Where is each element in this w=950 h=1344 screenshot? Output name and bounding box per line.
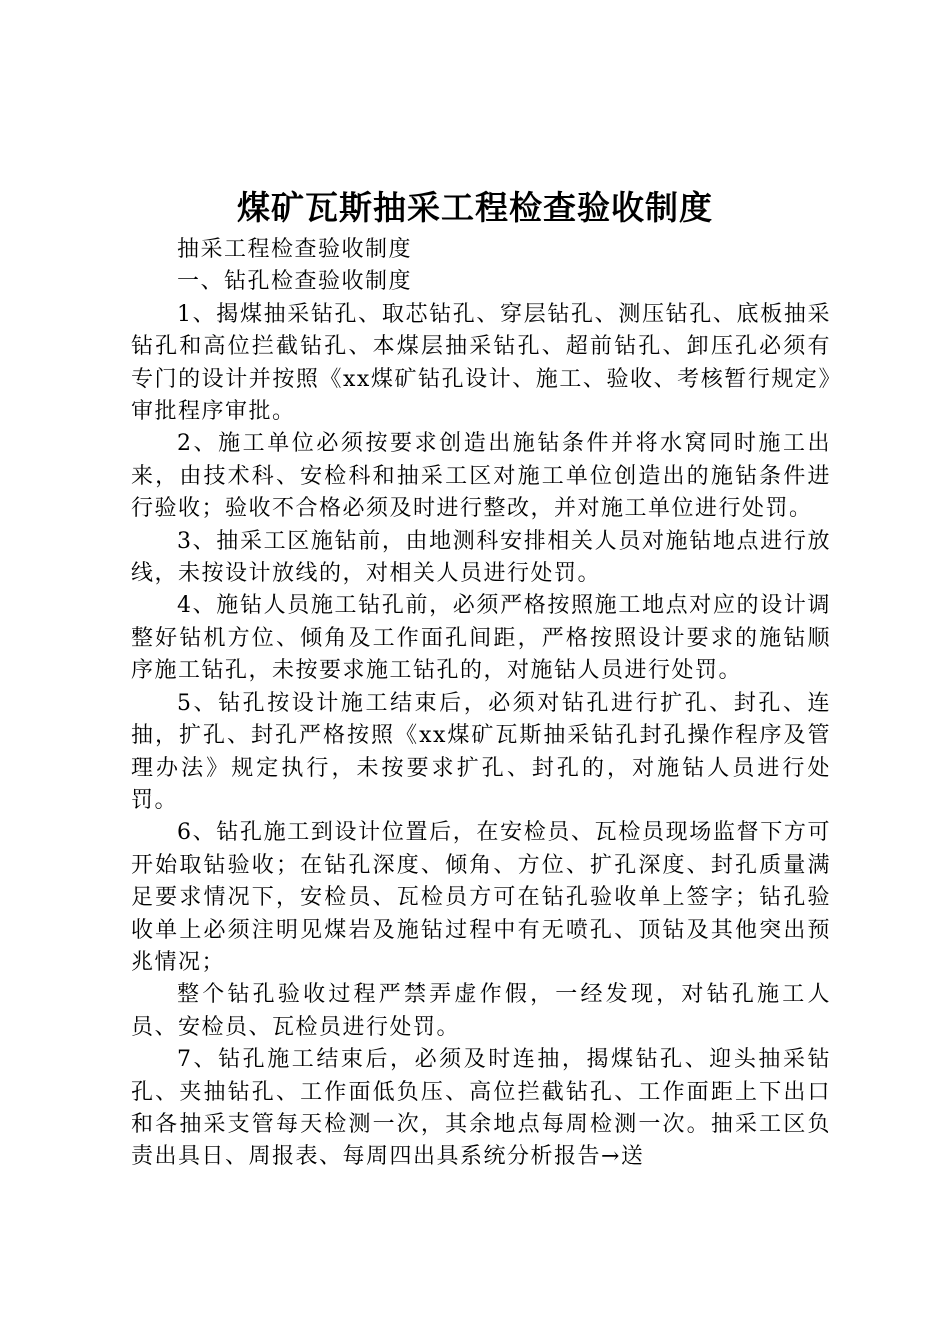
paragraph-6-note: 整个钻孔验收过程严禁弄虚作假，一经发现，对钻孔施工人员、安检员、瓦检员进行处罚。 [131, 982, 831, 1040]
paragraph-7: 7、钻孔施工结束后，必须及时连抽，揭煤钻孔、迎头抽采钻孔、夹抽钻孔、工作面低负压、高位拦截钻孔、工作面距上下出口和各抽采支管每天检测一次，其余地点每周检测一次。抽采工区负责出具日、周报表、每周四出具系统分析报告→送 [131, 1047, 831, 1170]
paragraph-1: 1、揭煤抽采钻孔、取芯钻孔、穿层钻孔、测压钻孔、底板抽采钻孔和高位拦截钻孔、本煤层抽采钻孔、超前钻孔、卸压孔必须有专门的设计并按照《xx煤矿钻孔设计、施工、验收、考核暂行规定》审批程序审批。 [131, 301, 831, 425]
document-subtitle: 抽采工程检查验收制度 [177, 237, 413, 262]
paragraph-4: 4、施钻人员施工钻孔前，必须严格按照施工地点对应的设计调整好钻机方位、倾角及工作面孔间距，严格按照设计要求的施钻顺序施工钻孔，未按要求施工钻孔的，对施钻人员进行处罚。 [131, 593, 831, 684]
paragraph-3: 3、抽采工区施钻前，由地测科安排相关人员对施钻地点进行放线，未按设计放线的，对相关人员进行处罚。 [131, 528, 831, 587]
document-body [131, 234, 831, 1174]
section-heading: 一、钻孔检查验收制度 [177, 269, 413, 295]
paragraph-6: 6、钻孔施工到设计位置后，在安检员、瓦检员现场监督下方可开始取钻验收；在钻孔深度、倾角、方位、扩孔深度、封孔质量满足要求情况下，安检员、瓦检员方可在钻孔验收单上签字；钻孔验收单上必须注明见煤岩及施钻过程中有无喷孔、顶钻及其他突出预兆情况； [131, 820, 831, 975]
paragraph-2: 2、施工单位必须按要求创造出施钻条件并将水窝同时施工出来，由技术科、安检科和抽采工区对施工单位创造出的施钻条件进行验收；验收不合格必须及时进行整改，并对施工单位进行处罚。 [131, 431, 831, 522]
paragraph-5: 5、钻孔按设计施工结束后，必须对钻孔进行扩孔、封孔、连抽，扩孔、封孔严格按照《xx煤矿瓦斯抽采钻孔封孔操作程序及管理办法》规定执行，未按要求扩孔、封孔的，对施钻人员进行处罚。 [131, 690, 831, 813]
document-title: 煤矿瓦斯抽采工程检查验收制度 [237, 188, 713, 227]
